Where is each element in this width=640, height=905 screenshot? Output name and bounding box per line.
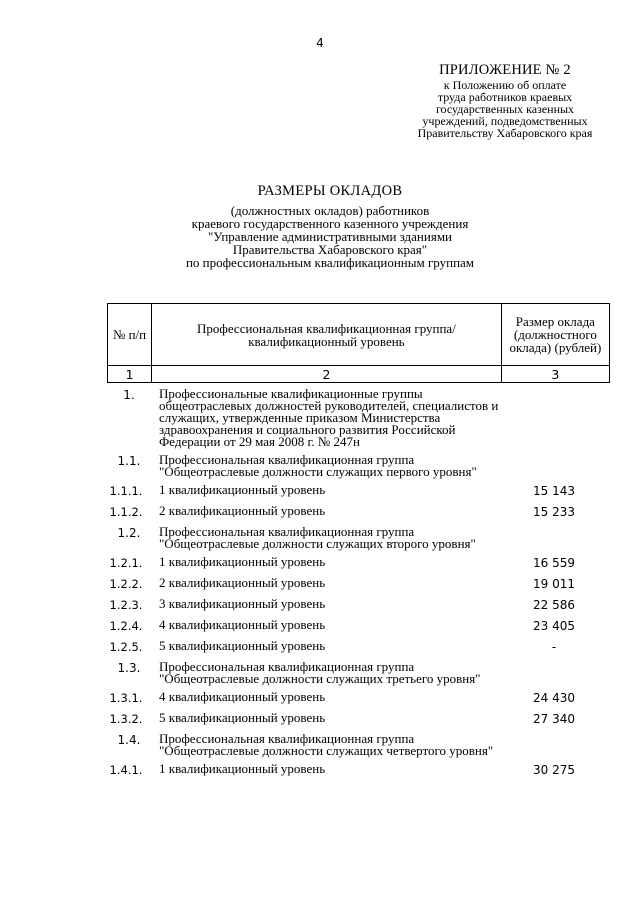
row-value: 22 586 xyxy=(533,598,575,612)
row-number: 1.4.1. xyxy=(109,763,143,777)
salary-table-body xyxy=(107,388,610,784)
document-title: РАЗМЕРЫ ОКЛАДОВ xyxy=(257,183,403,199)
row-number: 1.4. xyxy=(117,733,141,747)
row-value: 15 233 xyxy=(533,505,575,519)
document-heading xyxy=(140,182,520,269)
row-text: 2 квалификационный уровень xyxy=(159,503,326,518)
row-text: 5 квалификационный уровень xyxy=(159,710,326,725)
table-row xyxy=(107,733,610,757)
row-text: 1 квалификационный уровень xyxy=(159,761,326,776)
appendix-line: государственных казенных xyxy=(435,102,575,116)
row-number: 1. xyxy=(123,388,135,402)
row-text: 1 квалификационный уровень xyxy=(159,482,326,497)
table-row xyxy=(107,388,610,448)
table-row xyxy=(107,556,610,570)
row-text: 5 квалификационный уровень xyxy=(159,638,326,653)
row-text: Профессиональная квалификационная группа "Общеотраслевые должности служащих четвертого уровня" xyxy=(159,731,494,758)
row-value: 15 143 xyxy=(533,484,575,498)
appendix-line: труда работников краевых xyxy=(437,90,573,104)
appendix-line: Правительству Хабаровского края xyxy=(417,126,593,140)
appendix-title: ПРИЛОЖЕНИЕ № 2 xyxy=(439,62,571,78)
row-text: 2 квалификационный уровень xyxy=(159,575,326,590)
row-value: 30 275 xyxy=(533,763,575,777)
row-value: 16 559 xyxy=(533,556,575,570)
row-number: 1.3. xyxy=(117,661,141,675)
table-row xyxy=(107,526,610,550)
table-row xyxy=(107,505,610,519)
row-number: 1.3.2. xyxy=(109,712,143,726)
row-text: Профессиональная квалификационная группа "Общеотраслевые должности служащих первого уровня" xyxy=(159,452,477,479)
appendix-line: учреждений, подведомственных xyxy=(422,114,588,128)
row-text: 4 квалификационный уровень xyxy=(159,617,326,632)
column-number: 1 xyxy=(108,366,152,383)
table-row xyxy=(107,640,610,654)
row-number: 1.2.4. xyxy=(109,619,143,633)
row-value: 23 405 xyxy=(533,619,575,633)
row-text: 4 квалификационный уровень xyxy=(159,689,326,704)
row-number: 1.2.2. xyxy=(109,577,143,591)
row-text: 1 квалификационный уровень xyxy=(159,554,326,569)
row-number: 1.1. xyxy=(117,454,141,468)
row-number: 1.2.3. xyxy=(109,598,143,612)
page-number: 4 xyxy=(316,36,324,50)
column-number: 3 xyxy=(501,366,609,383)
table-row xyxy=(107,484,610,498)
column-number: 2 xyxy=(152,366,502,383)
row-number: 1.1.2. xyxy=(109,505,143,519)
table-row xyxy=(107,598,610,612)
table-row xyxy=(107,661,610,685)
row-value: 27 340 xyxy=(533,712,575,726)
appendix-block xyxy=(395,62,615,139)
row-number: 1.2. xyxy=(117,526,141,540)
row-text: Профессиональные квалификационные группы общеотраслевых должностей руководителей, специалистов и служащих, утвержденные приказом Министерства здравоохранения и социального развития Российской Федерации от 29 мая 2008 г. № 247н xyxy=(159,386,499,449)
table-row xyxy=(107,763,610,777)
appendix-line: к Положению об оплате xyxy=(443,78,567,92)
row-number: 1.1.1. xyxy=(109,484,143,498)
heading-line: по профессиональным квалификационным группам xyxy=(185,255,475,270)
row-value: - xyxy=(551,640,557,654)
header-num: № п/п xyxy=(108,304,152,366)
row-number: 1.2.1. xyxy=(109,556,143,570)
table-row xyxy=(107,712,610,726)
heading-line: краевого государственного казенного учреждения xyxy=(191,216,469,231)
row-text: 3 квалификационный уровень xyxy=(159,596,326,611)
table-row xyxy=(107,619,610,633)
header-group: Профессиональная квалификационная группа/ квалификационный уровень xyxy=(152,304,502,366)
header-salary: Размер оклада (должностного оклада) (рублей) xyxy=(501,304,609,366)
heading-line: (должностных окладов) работников xyxy=(230,203,430,218)
row-text: Профессиональная квалификационная группа "Общеотраслевые должности служащих второго уровня" xyxy=(159,524,476,551)
row-text: Профессиональная квалификационная группа "Общеотраслевые должности служащих третьего уровня" xyxy=(159,659,481,686)
heading-line: Правительства Хабаровского края" xyxy=(232,242,428,257)
table-row xyxy=(107,691,610,705)
table-row xyxy=(107,577,610,591)
salary-table-header xyxy=(107,303,610,383)
row-number: 1.3.1. xyxy=(109,691,143,705)
row-value: 19 011 xyxy=(533,577,575,591)
heading-line: "Управление административными зданиями xyxy=(207,229,453,244)
table-row xyxy=(107,454,610,478)
row-number: 1.2.5. xyxy=(109,640,143,654)
row-value: 24 430 xyxy=(533,691,575,705)
